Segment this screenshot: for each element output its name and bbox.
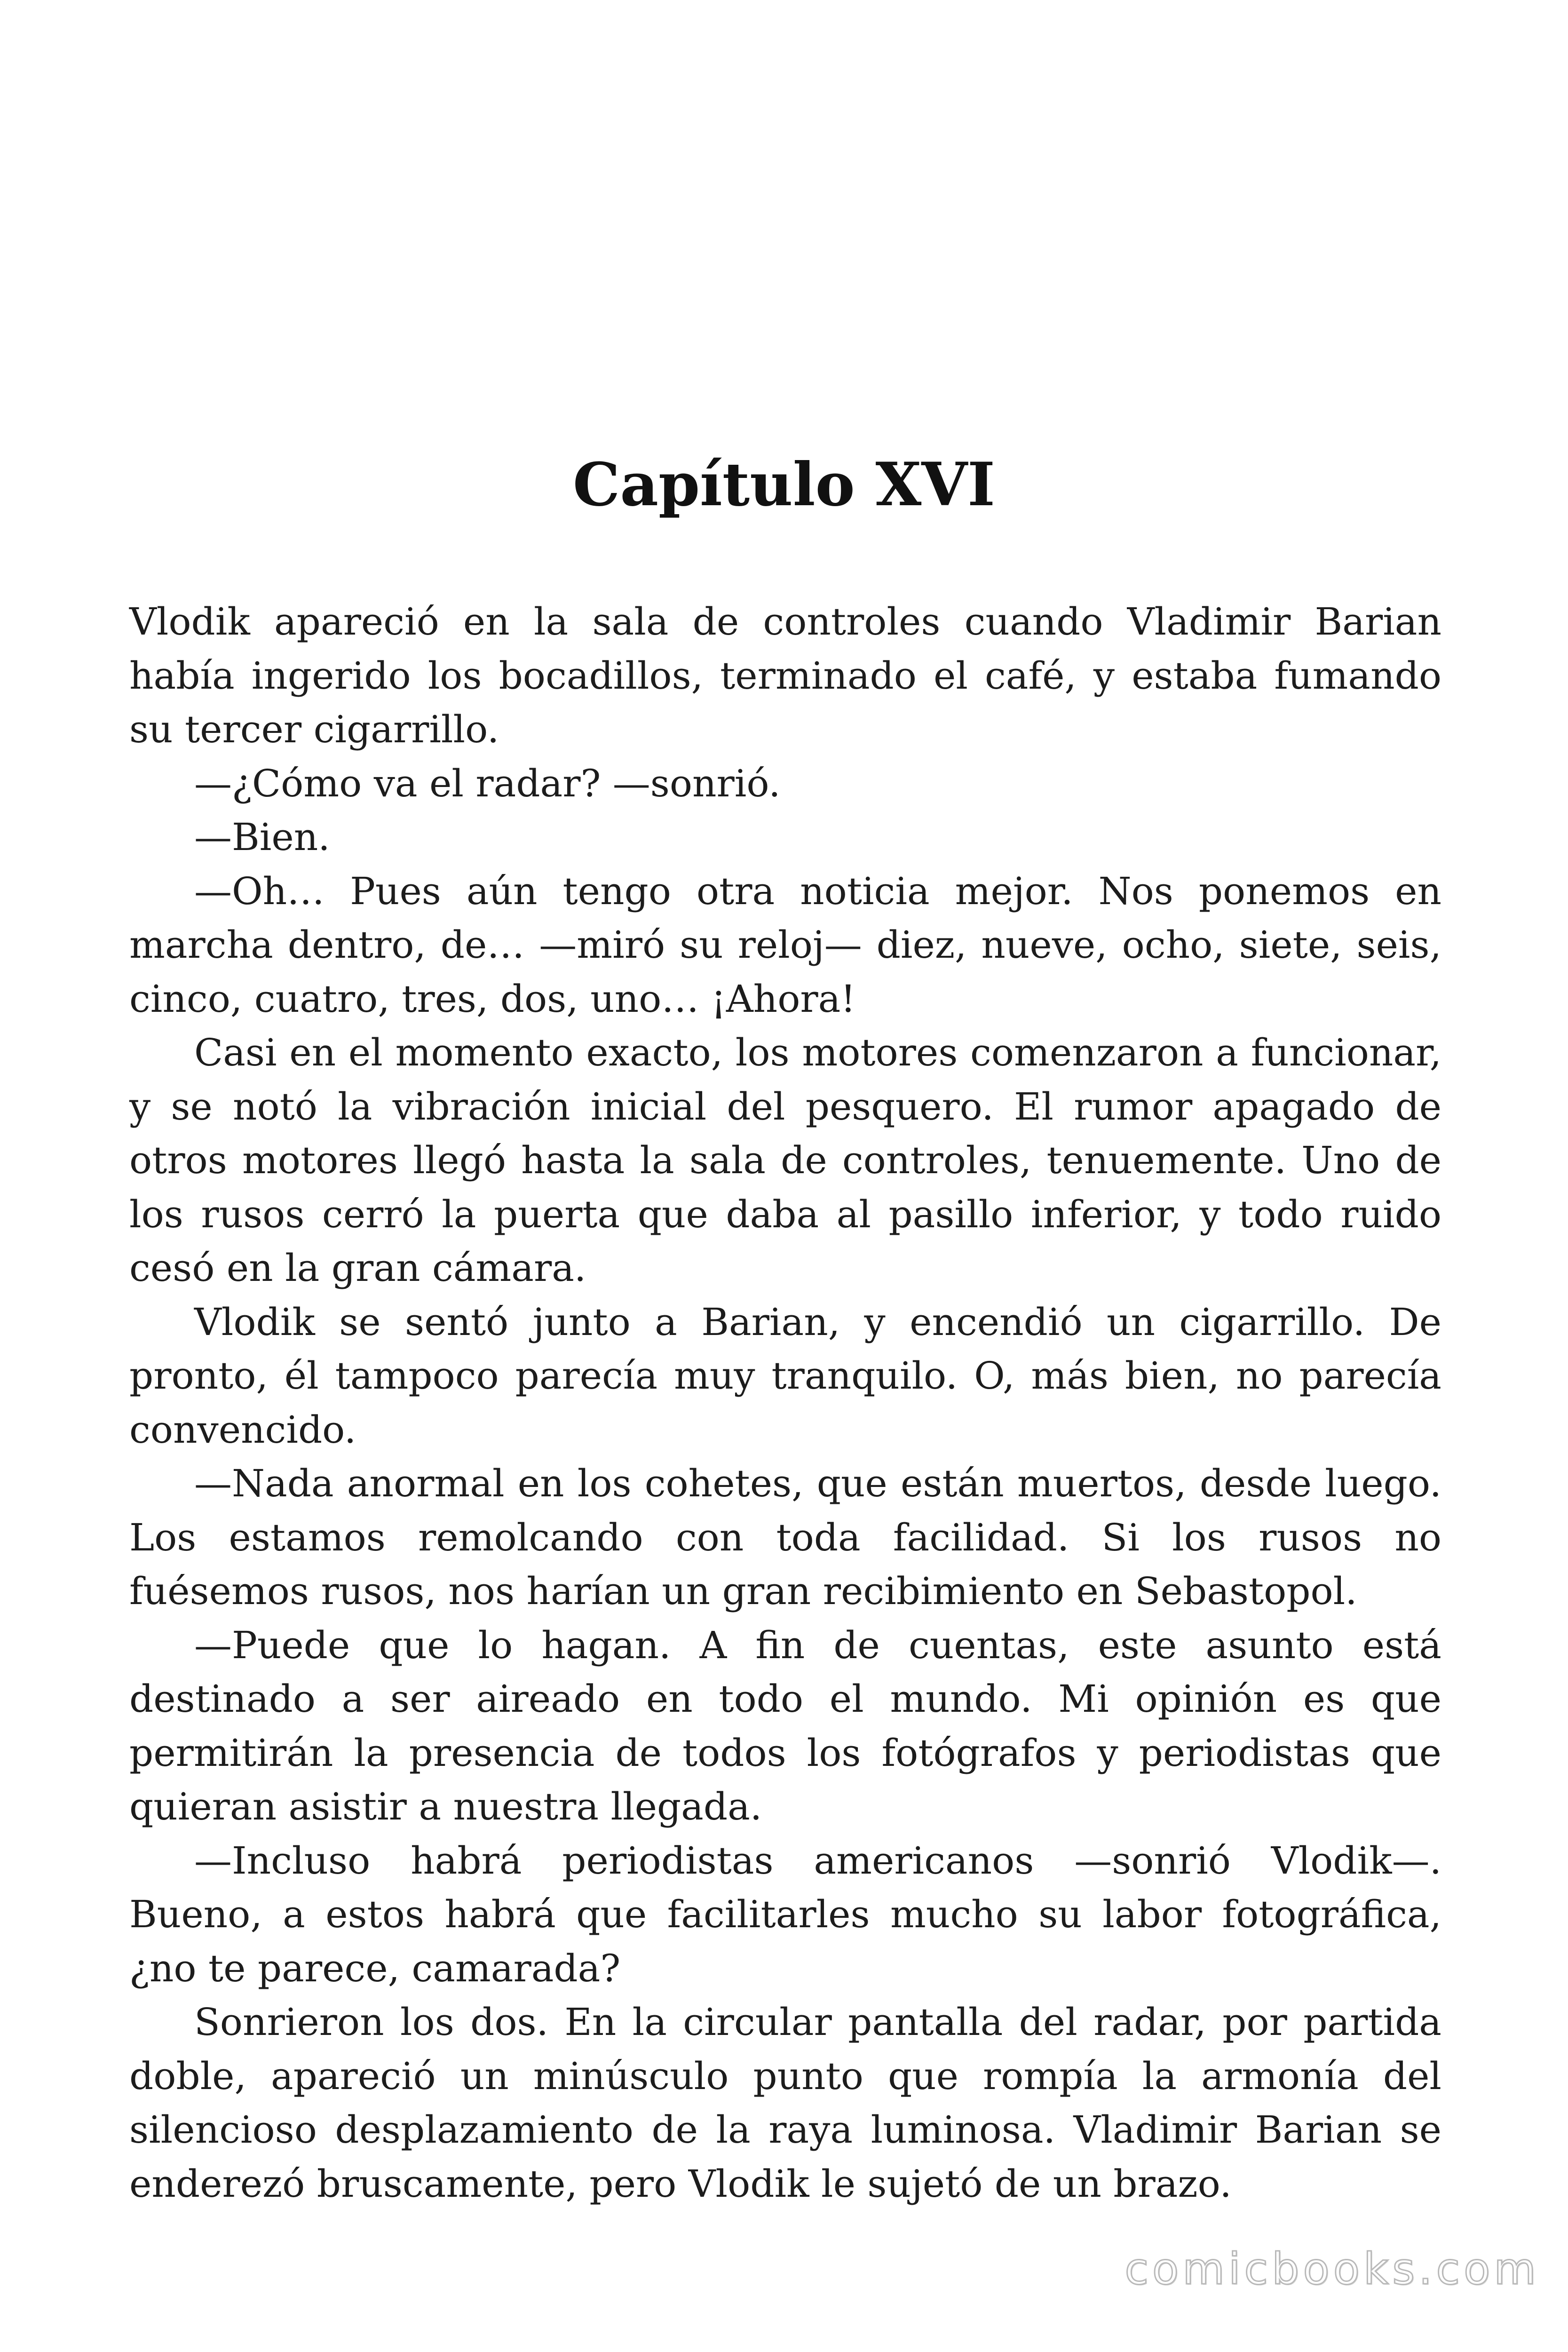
watermark: comicbooks.com: [1125, 2244, 1540, 2294]
paragraph: —¿Cómo va el radar? —sonrió.: [194, 761, 781, 805]
paragraph: Casi en el momento exacto, los motores comenzaron a funcionar, y se notó la vibración inicial del pesquero. El rumor apagado de otros motores llegó hasta la sala de controles, tenuemente. Uno de los rusos cerró la puerta que daba al pasillo inferior, y todo ruido cesó en la gran cámara.: [129, 1031, 1441, 1290]
paragraph: —Nada anormal en los cohetes, que están muertos, desde luego. Los estamos remolcando con toda facilidad. Si los rusos no fuésemos rusos, nos harían un gran recibimiento en Sebastopol.: [129, 1462, 1441, 1613]
chapter-title: Capítulo XVI: [573, 450, 995, 519]
paragraph: Sonrieron los dos. En la circular pantalla del radar, por partida doble, apareció un minúsculo punto que rompía la armonía del silencioso desplazamiento de la raya luminosa. Vladimir Barian se enderezó bruscamente, pero Vlodik le sujetó de un brazo.: [129, 2000, 1441, 2206]
paragraph: —Puede que lo hagan. A fin de cuentas, este asunto está destinado a ser aireado en todo el mundo. Mi opinión es que permitirán la presencia de todos los fotógrafos y periodistas que quieran asistir a nuestra llegada.: [129, 1623, 1441, 1828]
chapter-body: [129, 595, 1441, 2211]
paragraph: —Bien.: [194, 815, 330, 859]
paragraph: Vlodik apareció en la sala de controles cuando Vladimir Barian había ingerido los bocadillos, terminado el café, y estaba fumando su tercer cigarrillo.: [129, 600, 1441, 751]
paragraph: —Incluso habrá periodistas americanos —sonrió Vlodik—. Bueno, a estos habrá que facilitarles mucho su labor fotográfica, ¿no te parece, camarada?: [129, 1838, 1441, 1990]
paragraph: —Oh… Pues aún tengo otra noticia mejor. Nos ponemos en marcha dentro, de… —miró su reloj— diez, nueve, ocho, siete, seis, cinco, cuatro, tres, dos, uno… ¡Ahora!: [129, 869, 1441, 1021]
paragraph: Vlodik se sentó junto a Barian, y encendió un cigarrillo. De pronto, él tampoco parecía muy tranquilo. O, más bien, no parecía convencido.: [129, 1300, 1441, 1452]
